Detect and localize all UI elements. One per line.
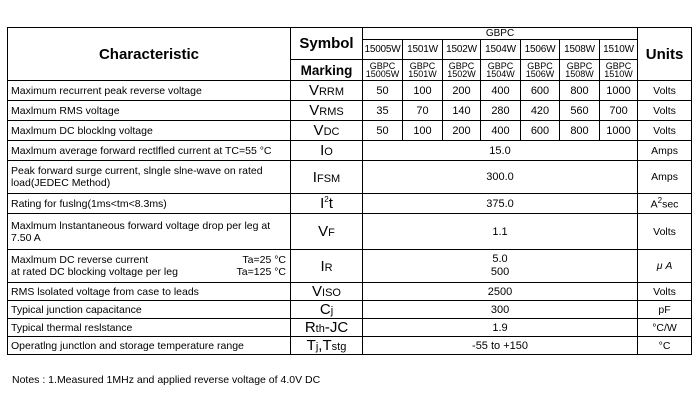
- part-number: 1506W: [521, 40, 560, 60]
- part-number: 1510W: [600, 40, 638, 60]
- table-row: [8, 81, 692, 101]
- value-cell: 2500: [363, 283, 638, 301]
- marking-code: GBPC 1506W: [521, 60, 560, 81]
- marking-code: GBPC 1508W: [560, 60, 600, 81]
- symbol-cell: VISO: [291, 283, 363, 301]
- value-cell: 280: [481, 101, 521, 121]
- characteristic-label: Maxlmum DC reverse current at rated DC blocking voltage per leg Ta=25 °C Ta=125 °C: [8, 250, 291, 283]
- unit-cell: Volts: [638, 121, 692, 141]
- unit-cell: Volts: [638, 283, 692, 301]
- table-row: [8, 161, 692, 194]
- symbol-cell: VF: [291, 214, 363, 250]
- unit-cell: $A^2\sec$: [638, 194, 692, 214]
- marking-code: GBPC 1502W: [443, 60, 481, 81]
- value-cell: 200: [443, 81, 481, 101]
- characteristic-label: Maxlmum average forward rectlfled current at TC=55 °C: [8, 141, 291, 161]
- symbol-cell: IR: [291, 250, 363, 283]
- header-gbpc-group: GBPC: [363, 28, 638, 40]
- symbol-cell: VDC: [291, 121, 363, 141]
- value-cell: 400: [481, 121, 521, 141]
- characteristic-label: Rating for fuslng(1ms<tm<8.3ms): [8, 194, 291, 214]
- unit-cell: Volts: [638, 101, 692, 121]
- value-cell: -55 to +150: [363, 337, 638, 355]
- part-number: 15005W: [363, 40, 403, 60]
- unit-cell: pF: [638, 301, 692, 319]
- symbol-cell: $I^2t$: [291, 194, 363, 214]
- header-symbol: Symbol: [291, 28, 363, 60]
- value-cell: 1000: [600, 81, 638, 101]
- table-row: [8, 283, 692, 301]
- unit-cell: μ A: [638, 250, 692, 283]
- value-cell: 140: [443, 101, 481, 121]
- marking-code: GBPC 1504W: [481, 60, 521, 81]
- symbol-cell: VRMS: [291, 101, 363, 121]
- value-cell: 5.0 500: [363, 250, 638, 283]
- value-cell: 600: [521, 81, 560, 101]
- ta-25: Ta=25 °C: [242, 254, 286, 266]
- characteristic-label: Typical thermal reslstance: [8, 319, 291, 337]
- spec-table: [7, 27, 692, 355]
- symbol-cell: IO: [291, 141, 363, 161]
- unit-cell: Amps: [638, 161, 692, 194]
- unit-cell: Volts: [638, 81, 692, 101]
- value-cell: 375.0: [363, 194, 638, 214]
- characteristic-label: Operatlng junctlon and storage temperature range: [8, 337, 291, 355]
- table-row: [8, 214, 692, 250]
- value-cell: 50: [363, 81, 403, 101]
- symbol-cell: IFSM: [291, 161, 363, 194]
- unit-cell: Amps: [638, 141, 692, 161]
- value-cell: 35: [363, 101, 403, 121]
- symbol-cell: Cj: [291, 301, 363, 319]
- table-row: [8, 319, 692, 337]
- table-row: [8, 337, 692, 355]
- value-cell: 400: [481, 81, 521, 101]
- table-row: [8, 301, 692, 319]
- unit-cell: °C: [638, 337, 692, 355]
- table-row: [8, 141, 692, 161]
- header-units: Units: [638, 28, 692, 81]
- marking-code: GBPC 15005W: [363, 60, 403, 81]
- characteristic-label: Typical junction capacitance: [8, 301, 291, 319]
- value-cell: 800: [560, 81, 600, 101]
- value-cell: 15.0: [363, 141, 638, 161]
- header-characteristic: Characteristic: [8, 28, 291, 81]
- value-cell: 70: [403, 101, 443, 121]
- notes: Notes : 1.Measured 1MHz and applied reverse voltage of 4.0V DC: [12, 374, 321, 386]
- characteristic-label: RMS lsolated voltage from case to leads: [8, 283, 291, 301]
- value-cell: 1.9: [363, 319, 638, 337]
- value-cell: 1000: [600, 121, 638, 141]
- part-number: 1508W: [560, 40, 600, 60]
- header-marking: Marking: [291, 60, 363, 81]
- unit-cell: Volts: [638, 214, 692, 250]
- characteristic-label: Maximum recurrent peak reverse voltage: [8, 81, 291, 101]
- characteristic-label: Maxlmum RMS voltage: [8, 101, 291, 121]
- value-cell: 560: [560, 101, 600, 121]
- table-row: [8, 194, 692, 214]
- table-row: [8, 101, 692, 121]
- symbol-cell: Tj,Tstg: [291, 337, 363, 355]
- value-cell: 700: [600, 101, 638, 121]
- ta-125: Ta=125 °C: [236, 266, 286, 278]
- value-cell: 420: [521, 101, 560, 121]
- table-row: [8, 250, 692, 283]
- value-cell: 100: [403, 121, 443, 141]
- symbol-cell: Rth-JC: [291, 319, 363, 337]
- unit-cell: °C/W: [638, 319, 692, 337]
- value-cell: 50: [363, 121, 403, 141]
- value-cell: 100: [403, 81, 443, 101]
- part-number: 1502W: [443, 40, 481, 60]
- part-number: 1501W: [403, 40, 443, 60]
- value-cell: 800: [560, 121, 600, 141]
- table-row: [8, 121, 692, 141]
- value-cell: 300: [363, 301, 638, 319]
- characteristic-label: Peak forward surge current, slngle slne-wave on rated load(JEDEC Method): [8, 161, 291, 194]
- marking-code: GBPC 1501W: [403, 60, 443, 81]
- characteristic-label: Maxlmum lnstantaneous forward voltage drop per leg at 7.50 A: [8, 214, 291, 250]
- symbol-cell: VRRM: [291, 81, 363, 101]
- part-number: 1504W: [481, 40, 521, 60]
- value-cell: 200: [443, 121, 481, 141]
- marking-code: GBPC 1510W: [600, 60, 638, 81]
- value-cell: 600: [521, 121, 560, 141]
- value-cell: 1.1: [363, 214, 638, 250]
- value-cell: 300.0: [363, 161, 638, 194]
- characteristic-label: Maxlmum DC blocklng voltage: [8, 121, 291, 141]
